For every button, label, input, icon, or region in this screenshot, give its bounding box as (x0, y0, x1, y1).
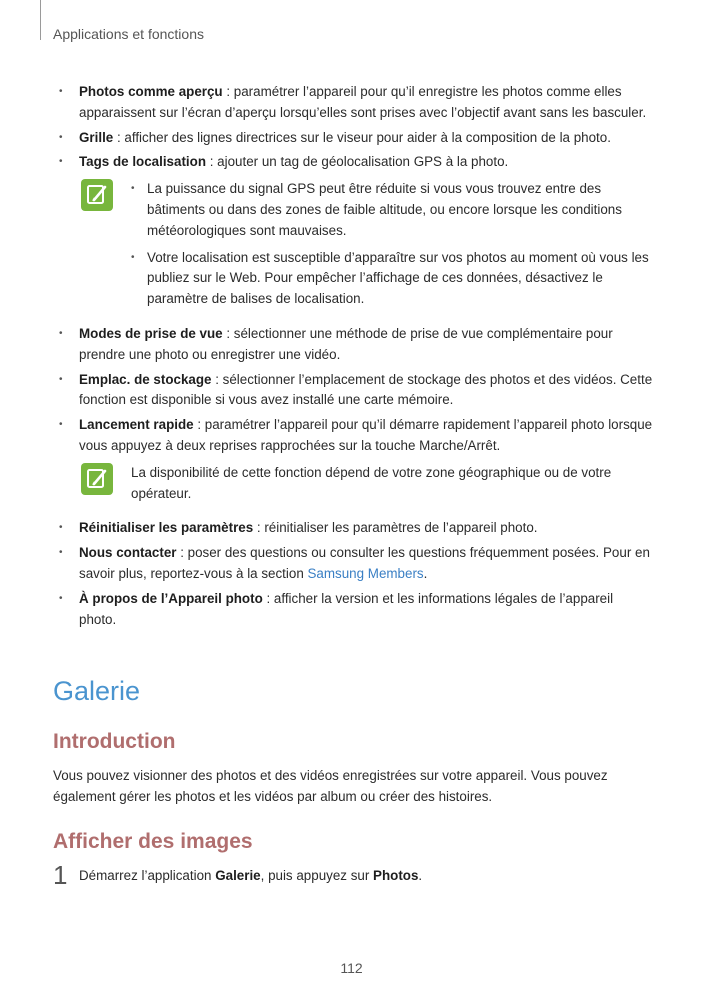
list-item (53, 82, 653, 124)
step-text: Démarrez l’application (79, 867, 216, 883)
item-term: Tags de localisation (79, 154, 206, 170)
note-list (131, 179, 653, 310)
item-text: : ajouter un tag de géolocalisation GPS à la photo. (206, 154, 509, 170)
list-item (53, 152, 653, 173)
item-term: Lancement rapide (79, 417, 194, 433)
page-content (53, 82, 653, 890)
item-text: . (423, 565, 428, 581)
note-pencil-icon (81, 179, 113, 211)
list-item (53, 543, 653, 585)
item-text: : paramétrer l’appareil pour qu’il enregistre les photos comme elles apparaissent sur l’écran d’aperçu lorsqu’elles sont prises avec l’objectif avant sans les basculer. (79, 84, 647, 120)
list-item (53, 518, 653, 539)
item-text: : afficher des lignes directrices sur le viseur pour aider à la composition de la photo. (113, 129, 611, 145)
step-text: . (418, 867, 423, 883)
item-text: : paramétrer l’appareil pour qu’il démarre rapidement l’appareil photo lorsque vous appuyez à deux reprises rapprochées sur la touche Marche/Arrêt. (79, 417, 653, 453)
item-term: Nous contacter (79, 545, 177, 561)
target-name: Photos (373, 867, 419, 883)
note-availability (81, 463, 653, 505)
item-text: : réinitialiser les paramètres de l’appareil photo. (253, 520, 538, 536)
settings-list-top (53, 82, 653, 173)
app-name: Galerie (215, 867, 261, 883)
note-pencil-icon (81, 463, 113, 495)
item-term: Photos comme aperçu (79, 84, 223, 99)
item-text: : poser des questions ou consulter les questions fréquemment posées. Pour en savoir plus, reportez-vous à la section (79, 545, 650, 581)
note-gps (81, 179, 653, 310)
list-item (53, 324, 653, 366)
list-item (53, 415, 653, 457)
item-text: : sélectionner l’emplacement de stockage des photos et des vidéos. Cette fonction est disponible si vous avez installé une carte mémoire. (79, 371, 653, 408)
item-term: Modes de prise de vue (79, 325, 223, 341)
section-title: Galerie (53, 676, 141, 707)
view-images-title: Afficher des images (53, 829, 253, 853)
page-number: 112 (340, 960, 363, 976)
item-term: Grille (79, 129, 114, 145)
item-term: Emplac. de stockage (79, 371, 212, 387)
step-text: , puis appuyez sur (260, 867, 374, 883)
list-item (53, 589, 653, 631)
step-number: 1 (53, 859, 68, 890)
item-text: : sélectionner une méthode de prise de vue complémentaire pour prendre une photo ou enregistrer une vidéo. (79, 325, 613, 362)
note-text: La disponibilité de cette fonction dépend de votre zone géographique ou de votre opérateur. (131, 464, 612, 501)
page-header: Applications et fonctions (53, 26, 204, 42)
item-term: À propos de l’Appareil photo (79, 590, 263, 606)
samsung-members-link[interactable]: Samsung Members (307, 565, 424, 581)
item-text: : afficher la version et les informations légales de l’appareil photo. (79, 590, 614, 627)
page-edge-line (40, 0, 41, 40)
list-item (53, 370, 653, 412)
intro-text: Vous pouvez visionner des photos et des vidéos enregistrées sur votre appareil. Vous pouvez également gérer les photos et les vidéos par album ou créer des histoires. (53, 768, 608, 805)
list-item (53, 128, 653, 149)
step-item (53, 859, 653, 890)
settings-list-bottom (53, 518, 653, 630)
item-term: Réinitialiser les paramètres (79, 520, 254, 536)
settings-list-mid (53, 324, 653, 457)
intro-title: Introduction (53, 730, 176, 754)
note-item: • La puissance du signal GPS peut être réduite si vous vous trouvez entre des bâtiments ou dans des zones de faible altitude, ou encore lorsque les conditions météorologiques sont mauvaises. (131, 179, 653, 241)
note-item: • Votre localisation est susceptible d’apparaître sur vos photos au moment où vous les publiez sur le Web. Pour empêcher l’affichage de ces données, désactivez le paramètre de balises de localisation. (131, 248, 653, 310)
